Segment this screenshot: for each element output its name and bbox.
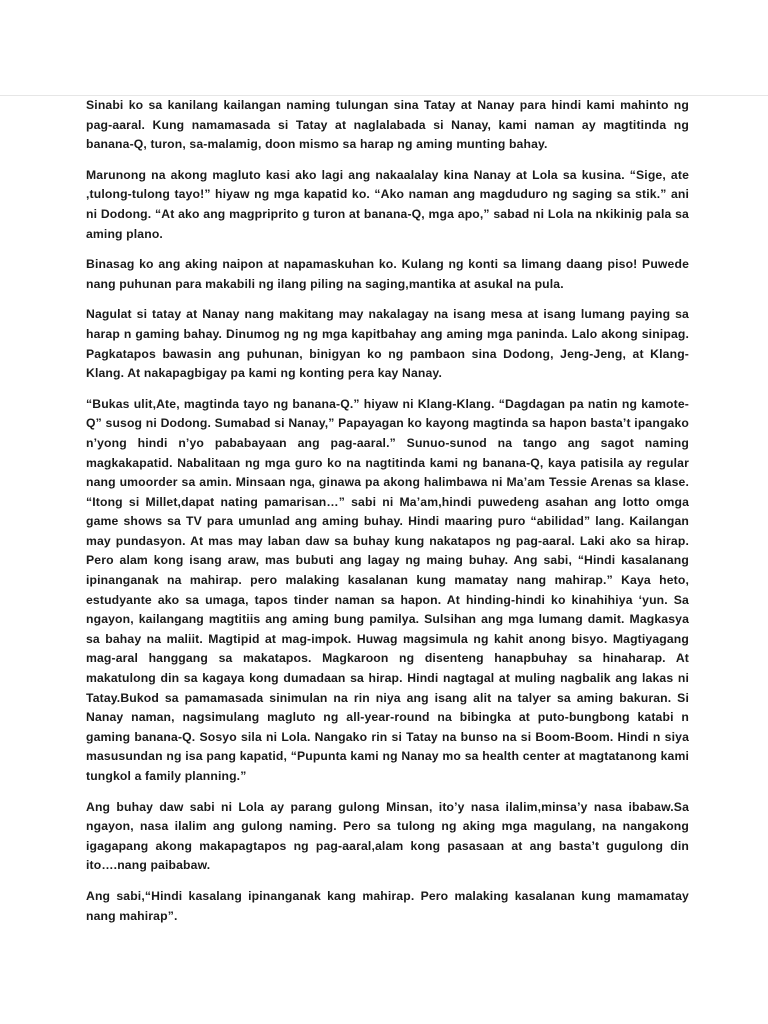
paragraph-1: Sinabi ko sa kanilang kailangan naming tulungan sina Tatay at Nanay para hindi kami mahinto ng pag-aaral. Kung namamasada si Tatay at naglalabada si Nanay, kami naman ay magtitinda ng banana-Q, turon, sa-malamig, doon mismo sa harap ng aming munting bahay. — [86, 98, 689, 152]
paragraph-6: Ang buhay daw sabi ni Lola ay parang gulong Minsan, ito’y nasa ilalim,minsa’y nasa ibabaw.Sa ngayon, nasa ilalim ang gulong naming. Pero sa tulong ng aking mga magulang, na nangakong igagapang akong makapagtapos ng pag-aaral,alam kong pasasaan at ang basta’t gugulong din ito….nang paibabaw. — [86, 799, 689, 873]
paragraph-3: Binasag ko ang aking naipon at napamaskuhan ko. Kulang ng konti sa limang daang piso! Puwede nang puhunan para makabili ng ilang piling na saging,mantika at asukal na pula. — [86, 257, 689, 291]
paragraph-5: “Bukas ulit,Ate, magtinda tayo ng banana-Q.” hiyaw ni Klang-Klang. “Dagdagan pa natin ng kamote-Q” susog ni Dodong. Sumabad si Nanay,” Papayagan ko kayong magtinda sa hapon basta’t ipangako n’yong hindi n’yo pababayaan ang pag-aaral.” Sunuo-sunod na tango ang sagot naming magkakapatid. Nabalitaan ng mga guro ko na nagtitinda kami ng banana-Q, kaya patisila ay regular nang umoorder sa amin. Minsaan nga, ginawa pa akong halimbawa ni Ma’am Tessie Arenas sa klase. “Itong si Millet,dapat nating pamarisan…” sabi ni Ma’am,hindi puwedeng asahan ang lotto omga game shows sa TV para umunlad ang aming buhay. Hindi maaring puro “abilidad” lang. Kailangan may pundasyon. At mas may laban daw sa buhay kung nakatapos ng pag-aaral. Laki ako sa hirap. Pero alam kong isang araw, mas bubuti ang lagay ng maing buhay. Ang sabi, “Hindi kasalanang ipinanganak na mahirap. pero malaking kasalanan kung mamatay nang mahirap.” Kaya heto, estudyante ako sa umaga, tapos tinder naman sa hapon. At hinding-hindi ko kinahihiya ‘yun. Sa ngayon, kailangang magtitiis ang aming bung pamilya. Sulsihan ang mga lumang damit. Magkasya sa bahay na maliit. Magtipid at mag-impok. Huwag magsimula ng kahit anong bisyo. Magtiyagang mag-aral hanggang sa makatapos. Magkaroon ng disenteng hanapbuhay sa hinaharap. At makatulong din sa kagaya kong dumadaan sa hirap. Hindi nagtagal at muling nagbalik ang lakas ni Tatay.Bukod sa pamamasada sinimulan na rin niya ang isang alit na talyer sa aming bakuran. Si Nanay naman, nagsimulang magluto ng all-year-round na bibingka at puto-bungbong katabi n gaming banana-Q. Sosyo sila ni Lola. Nangako rin si Tatay na bunso na si Boom-Boom. Hindi n siya masusundan ng isa pang kapatid, “Pupunta kami ng Nanay mo sa health center at magtatanong kami tungkol a family planning.” — [86, 396, 689, 783]
paragraph-7: Ang sabi,“Hindi kasalang ipinanganak kang mahirap. Pero malaking kasalanan kung mamamatay nang mahirap”. — [86, 888, 689, 923]
document-body — [86, 96, 689, 937]
paragraph-4: Nagulat si tatay at Nanay nang makitang may nakalagay na isang mesa at isang lumang paying sa harap n gaming bahay. Dinumog ng ng mga kapitbahay ang aming mga paninda. Lalo akong sinipag. Pagkatapos bawasin ang puhunan, binigyan ko ng pambaon sina Dodong, Jeng-Jeng, at Klang-Klang. At nakapagbigay pa kami ng konting pera kay Nanay. — [86, 307, 689, 381]
paragraph-2: Marunong na akong magluto kasi ako lagi ang nakaalalay kina Nanay at Lola sa kusina. “Sige, ate ,tulong-tulong tayo!” hiyaw ng mga kapatid ko. “Ako naman ang magduduro ng saging sa stik.” ani ni Dodong. “At ako ang magpriprito g turon at banana-Q, mga apo,” sabad ni Lola na nkikinig pala sa aming plano. — [86, 167, 689, 241]
